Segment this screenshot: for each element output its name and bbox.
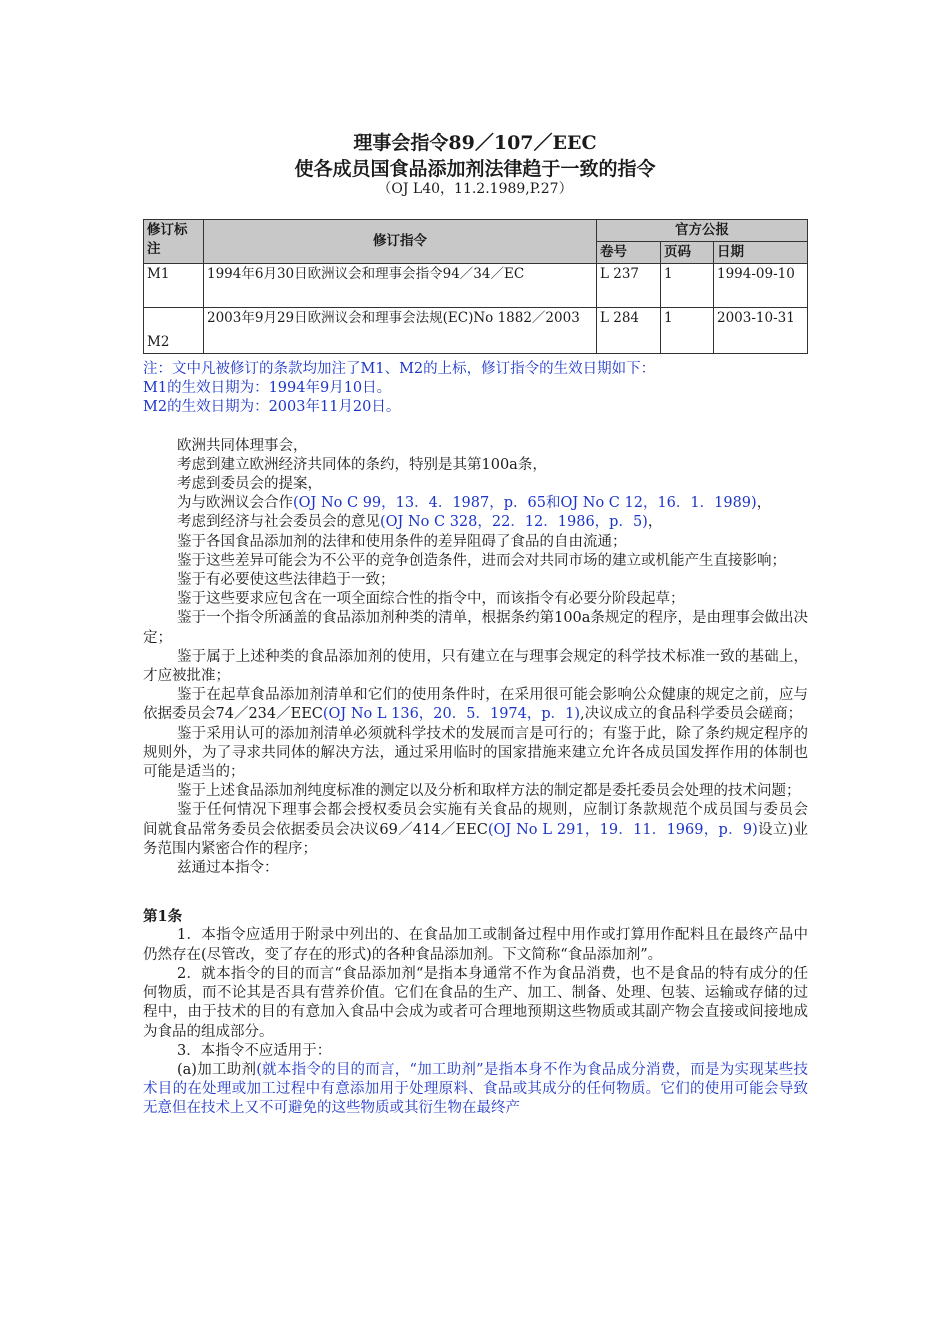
preamble-text: 考虑到经济与社会委员会的意见 (177, 514, 380, 531)
official-journal-header: 官方公报 (597, 220, 808, 242)
preamble-paragraph: 兹通过本指令： (177, 860, 279, 877)
document-title: 理事会指令89／107／EEC (353, 132, 597, 154)
preamble-paragraph (143, 801, 823, 859)
date-cell: 1994-09-10 (714, 264, 808, 308)
directive-cell: 2003年9月29日欧洲议会和理事会法规(EC)No 1882／2003 (204, 308, 597, 354)
preamble-paragraph: 鉴于上述食品添加剂纯度标准的测定以及分析和取样方法的制定都是委托委员会处理的技术问题； (177, 783, 801, 800)
preamble-paragraph: 鉴于这些要求应包含在一项全面综合性的指令中，而该指令有必要分阶段起草； (177, 591, 685, 608)
table-row (144, 308, 808, 354)
preamble-text: ， (756, 495, 772, 512)
document-body (143, 360, 823, 1119)
amendment-note: 注：文中凡被修订的条款均加注了M1、M2的上标，修订指令的生效日期如下： (143, 361, 656, 377)
page-cell: 1 (661, 264, 714, 308)
directive-cell: 1994年6月30日欧洲议会和理事会指令94／34／EC (204, 264, 597, 308)
preamble-paragraph (143, 686, 808, 724)
marker-cell: M2 (144, 308, 204, 354)
preamble-paragraph: 鉴于采用认可的添加剂清单必须就科学技术的发展而言是可行的；有鉴于此，除了条约规定程序的规则外，为了寻求共同体的解决方法，通过采用临时的国家措施来建立允许各成员国发挥作用的体制也可能是适当的； (143, 725, 808, 781)
preamble-text: ， (647, 514, 663, 531)
document-subtitle: 使各成员国食品添加剂法律趋于一致的指令 (294, 158, 656, 180)
preamble-paragraph: 考虑到建立欧洲经济共同体的条约，特别是其第100a条， (177, 456, 547, 473)
article-paragraph: 3．本指令不应适用于： (177, 1042, 332, 1059)
article-heading: 第1条 (143, 908, 183, 926)
volume-cell: L 284 (597, 308, 661, 354)
amended-text: (就本指令的目的而言，“加工助剂”是指本身不作为食品成分消费，而是为实现某些技术目的在处理或加工过程中有意添加用于处理原料、食品或其成分的任何物质。它们的使用可能会导致无意但在技术上又不可避免的这些物质或其衍生物在最终产 (143, 1061, 808, 1117)
preamble-paragraph (143, 513, 808, 532)
page-cell: 1 (661, 308, 714, 354)
oj-reference: (OJ No C 99，13．4．1987，p．65和OJ No C 12，16．1．1989) (293, 495, 757, 512)
preamble-paragraph (143, 494, 808, 513)
preamble-text: 鉴于任何情况下理事会都会授权委员会实施有关食品的规则，应制订条款规范个成员国与委员会 间就食品常务委员会依据委员会决议69／414／EEC (143, 802, 823, 838)
article-paragraph (143, 1061, 808, 1119)
volume-cell: L 237 (597, 264, 661, 308)
m1-effective-date: M1的生效日期为：1994年9月10日。 (143, 380, 392, 397)
date-header: 日期 (714, 242, 808, 264)
volume-header: 卷号 (597, 242, 661, 264)
page-header: 页码 (661, 242, 714, 264)
marker-header: 修订标注 (144, 220, 204, 264)
oj-reference: (OJ No C 328，22．12．1986，p．5) (380, 514, 648, 531)
table-row (144, 264, 808, 308)
preamble-text: 鉴于在起草食品添加剂清单和它们的使用条件时，在采用很可能会影响公众健康的规定之前，应与依据委员会74／234／EEC (143, 687, 808, 723)
preamble-paragraph: 鉴于一个指令所涵盖的食品添加剂种类的清单，根据条约第100a条规定的程序，是由理事会做出决定； (143, 610, 808, 646)
oj-reference: (OJ No L 291，19．11．1969，p．9) (487, 821, 758, 838)
directive-header: 修订指令 (204, 220, 597, 264)
preamble-paragraph: 鉴于这些差异可能会为不公平的竞争创造条件，进而会对共同市场的建立或机能产生直接影响； (177, 552, 786, 569)
preamble-paragraph: 欧洲共同体理事会， (177, 437, 308, 454)
date-cell: 2003-10-31 (714, 308, 808, 354)
oj-reference: (OJ No L 136，20．5．1974，p．1) (322, 706, 581, 723)
preamble-paragraph: 鉴于属于上述种类的食品添加剂的使用，只有建立在与理事会规定的科学技术标准一致的基础上，才应被批准； (143, 648, 808, 685)
preamble-paragraph: 鉴于各国食品添加剂的法律和使用条件的差异阻碍了食品的自由流通； (177, 533, 627, 550)
table-header-row (144, 220, 808, 242)
preamble-paragraph: 考虑到委员会的提案， (177, 476, 322, 493)
preamble-text: 设立)业务范围内紧密合作的程序； (143, 821, 808, 857)
marker-cell: M1 (144, 264, 204, 308)
amendments-table (143, 219, 808, 354)
article-paragraph: 2．就本指令的目的而言“食品添加剂“是指本身通常不作为食品消费，也不是食品的特有成分的任何物质，而不论其是否具有营养价值。它们在食品的生产、加工、制备、处理、包装、运输或存储的过程中，由于技术的目的有意加入食品中会成为或者可合理地预期这些物质或其副产物会直接或间接地成为食品的组成部分。 (143, 965, 808, 1040)
m2-effective-date: M2的生效日期为：2003年11月20日。 (143, 399, 401, 416)
preamble-text: ,决议成立的食品科学委员会磋商； (580, 706, 803, 723)
article-text: (a)加工助剂 (177, 1061, 257, 1078)
article-paragraph: 1．本指令应适用于附录中列出的、在食品加工或制备过程中用作或打算用作配料且在最终产品中仍然存在(尽管改，变了存在的形式)的各种食品添加剂。下文简称“食品添加剂”。 (143, 927, 808, 963)
document-reference: （OJ L40，11.2.1989,P.27） (377, 181, 573, 197)
preamble-text: 为与欧洲议会合作 (177, 495, 293, 512)
preamble-paragraph: 鉴于有必要使这些法律趋于一致； (177, 572, 395, 589)
